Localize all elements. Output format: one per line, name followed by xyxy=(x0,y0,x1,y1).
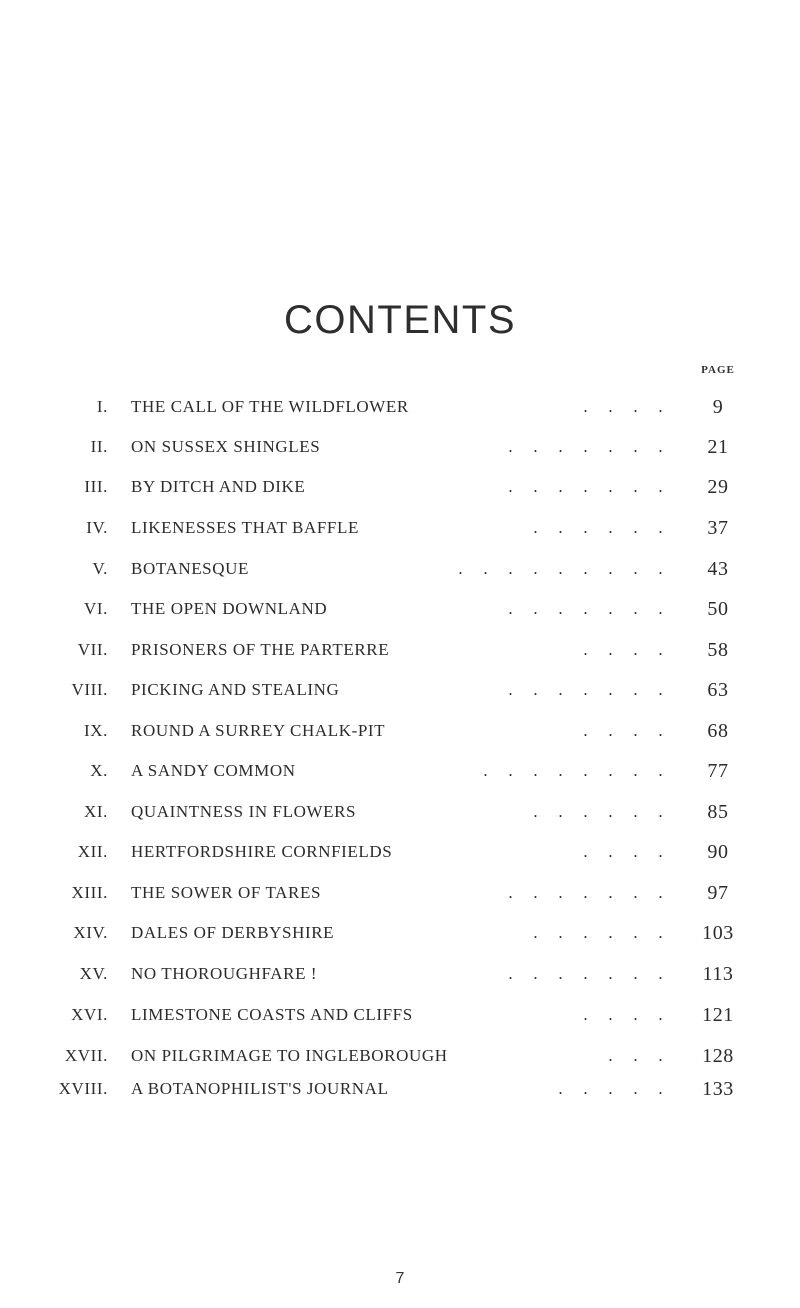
page-number: 121 xyxy=(702,1004,734,1026)
chapter-title: ON PILGRIMAGE TO INGLEBOROUGH xyxy=(131,1046,448,1065)
chapter-numeral: XIV. xyxy=(73,923,108,942)
chapter-title: ROUND A SURREY CHALK-PIT xyxy=(131,721,386,740)
chapter-title: LIMESTONE COASTS AND CLIFFS xyxy=(131,1005,413,1024)
toc-entry xyxy=(0,1000,800,1030)
toc-entry xyxy=(0,837,800,867)
page-number: 128 xyxy=(702,1045,734,1067)
dot-leader: . . . . . . . xyxy=(508,680,663,699)
page-number: 21 xyxy=(707,436,729,458)
chapter-title: THE OPEN DOWNLAND xyxy=(131,599,328,618)
page-folio: 7 xyxy=(395,1270,405,1287)
page-number: 58 xyxy=(707,639,729,661)
chapter-title: HERTFORDSHIRE CORNFIELDS xyxy=(131,842,393,861)
chapter-title: NO THOROUGHFARE ! xyxy=(131,964,318,983)
dot-leader: . . . . xyxy=(583,721,663,740)
page-number: 63 xyxy=(707,679,729,701)
chapter-numeral: XII. xyxy=(77,842,108,861)
page-number: 85 xyxy=(707,801,729,823)
chapter-numeral: VIII. xyxy=(71,680,108,699)
toc-entry xyxy=(0,554,800,584)
chapter-title: PICKING AND STEALING xyxy=(131,680,340,699)
page-number: 103 xyxy=(702,922,734,944)
chapter-title: A BOTANOPHILIST'S JOURNAL xyxy=(131,1079,389,1098)
chapter-title: A SANDY COMMON xyxy=(131,761,296,780)
page-number: 68 xyxy=(707,720,729,742)
page-number: 37 xyxy=(707,517,729,539)
dot-leader: . . . . . . xyxy=(533,802,663,821)
toc-entry xyxy=(0,432,800,462)
dot-leader: . . . . xyxy=(583,1005,663,1024)
page-title: CONTENTS xyxy=(284,298,516,342)
toc-entry xyxy=(0,878,800,908)
page-number: 50 xyxy=(707,598,729,620)
chapter-numeral: XVII. xyxy=(64,1046,108,1065)
dot-leader: . . . . . . xyxy=(533,518,663,537)
toc-entry xyxy=(0,594,800,624)
toc-entry xyxy=(0,1074,800,1104)
page-column-header: PAGE xyxy=(701,364,735,376)
toc-entry xyxy=(0,1041,800,1071)
chapter-title: DALES OF DERBYSHIRE xyxy=(131,923,335,942)
toc-entry xyxy=(0,918,800,948)
dot-leader: . . . . . . xyxy=(533,923,663,942)
chapter-title: THE SOWER OF TARES xyxy=(131,883,321,902)
dot-leader: . . . . . . . xyxy=(508,437,663,456)
toc-entry xyxy=(0,675,800,705)
dot-leader: . . . xyxy=(608,1046,663,1065)
toc-entry xyxy=(0,472,800,502)
page-number: 113 xyxy=(702,963,734,985)
toc-entry xyxy=(0,716,800,746)
chapter-numeral: II. xyxy=(90,437,108,456)
chapter-numeral: X. xyxy=(90,761,108,780)
chapter-numeral: XI. xyxy=(84,802,108,821)
toc-entry xyxy=(0,392,800,422)
chapter-numeral: XVIII. xyxy=(58,1079,108,1098)
chapter-numeral: VI. xyxy=(84,599,108,618)
chapter-numeral: XIII. xyxy=(71,883,108,902)
chapter-numeral: V. xyxy=(92,559,108,578)
dot-leader: . . . . xyxy=(583,397,663,416)
page-number: 133 xyxy=(702,1078,734,1100)
dot-leader: . . . . . . . . . xyxy=(458,559,663,578)
dot-leader: . . . . . . . xyxy=(508,599,663,618)
chapter-title: ON SUSSEX SHINGLES xyxy=(131,437,321,456)
dot-leader: . . . . xyxy=(583,640,663,659)
chapter-numeral: XVI. xyxy=(71,1005,108,1024)
chapter-title: THE CALL OF THE WILDFLOWER xyxy=(131,397,409,416)
chapter-numeral: IV. xyxy=(86,518,108,537)
page-number: 9 xyxy=(712,396,724,418)
dot-leader: . . . . xyxy=(583,842,663,861)
dot-leader: . . . . . xyxy=(558,1079,663,1098)
toc-entry xyxy=(0,635,800,665)
chapter-title: QUAINTNESS IN FLOWERS xyxy=(131,802,357,821)
page-number: 90 xyxy=(707,841,729,863)
chapter-title: BOTANESQUE xyxy=(131,559,249,578)
dot-leader: . . . . . . . xyxy=(508,883,663,902)
dot-leader: . . . . . . . . xyxy=(483,761,663,780)
toc-entry xyxy=(0,959,800,989)
toc-entry xyxy=(0,513,800,543)
chapter-title: PRISONERS OF THE PARTERRE xyxy=(131,640,390,659)
chapter-title: LIKENESSES THAT BAFFLE xyxy=(131,518,359,537)
page-number: 77 xyxy=(707,760,729,782)
chapter-numeral: III. xyxy=(84,477,108,496)
chapter-numeral: IX. xyxy=(84,721,108,740)
dot-leader: . . . . . . . xyxy=(508,477,663,496)
chapter-title: BY DITCH AND DIKE xyxy=(131,477,306,496)
dot-leader: . . . . . . . xyxy=(508,964,663,983)
chapter-numeral: VII. xyxy=(77,640,108,659)
toc-entry xyxy=(0,756,800,786)
chapter-numeral: I. xyxy=(96,397,108,416)
page-number: 97 xyxy=(707,882,729,904)
chapter-numeral: XV. xyxy=(79,964,108,983)
toc-entry xyxy=(0,797,800,827)
page-number: 43 xyxy=(707,558,729,580)
page-number: 29 xyxy=(707,476,729,498)
